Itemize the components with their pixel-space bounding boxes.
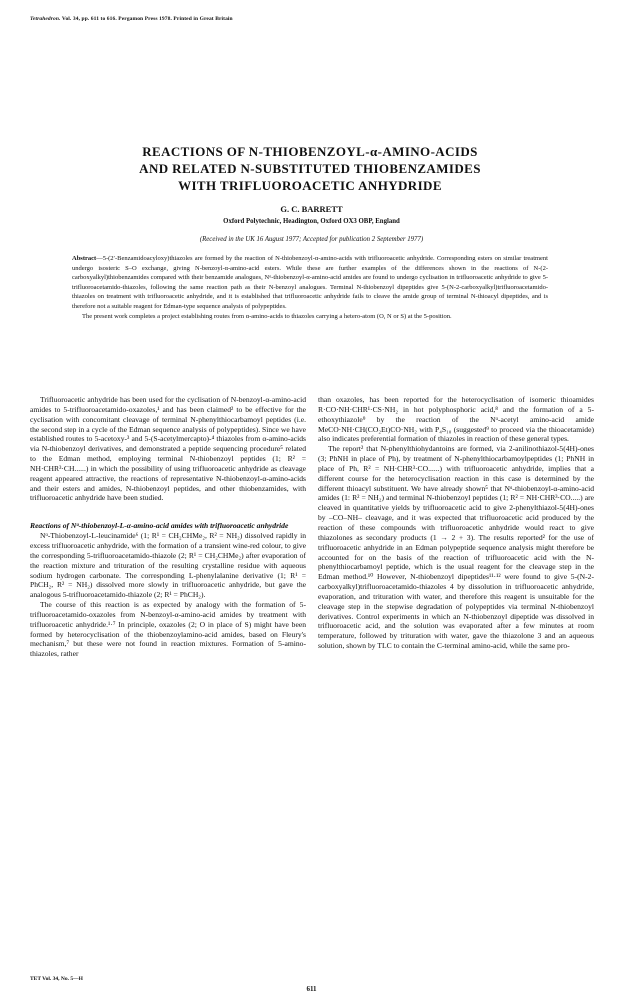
journal-name: Tetrahedron. — [30, 16, 61, 22]
abstract-paragraph-2: The present work completes a project establishing routes from α-amino-acids to thiazoles carrying a hetero-atom (O, N or S) at the 5-position. — [82, 312, 452, 320]
title-line-1: REACTIONS OF N-THIOBENZOYL-α-AMINO-ACIDS — [142, 144, 478, 159]
running-header — [30, 16, 233, 22]
abstract-paragraph-1: Abstract—5-(2′-Benzamidoacyloxy)thiazoles are formed by the reaction of N-thiobenzoyl-α-amino-acids with trifluoroacetic anhydride. Corresponding esters on similar treatment undergo isosteric S–O exchange, giving N-benzoyl-α-amino-acid esters. While these are further examples of the differences shown in the reactions of N-(2-carboxyalkyl)thiobenzamides compared with their benzamide analogues, Nᵅ-thiobenzoyl-α-amino-acid amides are found to undergo cyclisation in trifluoroacetic anhydride to give 5-trifluoroacetamido-thiazoles, following the same reaction path as their N-benzoyl analogues. Terminal N-thiobenzoyl dipeptides give 5-(N-2-carboxyalkyl)trifluoroacetamido-thiazoles on treatment with trifluoroacetic anhydride, and it is established that trifluoroacetic anhydride fails to cleave the amide group of terminal N-thioacyl dipeptides, and is therefore not a suitable reagent for Edman-type sequence analysis of polypeptides. — [72, 255, 548, 310]
body-column-right — [318, 395, 594, 651]
article-title — [60, 143, 560, 194]
body-paragraph: Trifluoroacetic anhydride has been used for the cyclisation of N-benzoyl-α-amino-acid amides to 5-trifluoroacetamido-oxazoles,¹ and has been claimed² to be effective for the cyclisation with concomitant cleavage of terminal N-phenylthiocarbamoyl peptides (i.e. the second step in a cycle of the Edman sequence analysis of polypeptides). Since we have established routes to 5-acetoxy-³ and 5-(S-acetylmercapto)-⁴ thiazoles from α-amino-acids via N-thiobenzoyl derivatives, and demonstrated a peptide sequencing procedure⁵ related to the Edman method, employing terminal N-thiobenzoyl peptides (1; R² = NH·CHR³·CH......) in which the possibility of using trifluoroacetic anhydride as cleavage reagent appeared attractive, the reactions of representative N-thiobenzoyl-α-amino-acids and their esters and amides, N-thiobenzoyl peptides, and other thiobenzamides, with trifluoroacetic anhydride have been studied. — [30, 395, 306, 503]
author: G. C. BARRETT — [280, 204, 343, 214]
title-line-3: WITH TRIFLUOROACETIC ANHYDRIDE — [178, 178, 442, 193]
journal-citation: Vol. 34, pp. 611 to 616. Pergamon Press 1978. Printed in Great Britain — [61, 16, 233, 22]
section-heading: Reactions of Nᵅ-thiobenzoyl-L-α-amino-acid amides with trifluoroacetic anhydride — [30, 521, 289, 531]
body-paragraph: Nᵅ-Thiobenzoyl-L-leucinamide⁶ (1; R¹ = CH₂CHMe₂, R² = NH₂) dissolved rapidly in excess trifluoroacetic anhydride, with the formation of a transient wine-red colour, to give the corresponding 5-trifluoroacetamido-thiazole (2; R¹ = CH₂CHMe₂) after evaporation of the reaction mixture and trituration of the resulting crystalline residue with aqueous sodium hydrogen carbonate. The corresponding L-phenylalanine derivative (1; R¹ = PhCH₂, R² = NH₂) dissolved more slowly in trifluoroacetic anhydride, but gave the analogous 5-trifluoroacetamido-thiazole (2; R¹ = PhCH₂). — [30, 531, 306, 600]
abstract — [72, 254, 548, 321]
page-number: 611 — [306, 985, 317, 993]
title-line-2: AND RELATED N-SUBSTITUTED THIOBENZAMIDES — [139, 161, 481, 176]
affiliation: Oxford Polytechnic, Headington, Oxford OX3 OBP, England — [223, 218, 400, 225]
body-paragraph: than oxazoles, has been reported for the heterocyclisation of isomeric thioamides R·CO·NH·CHR¹·CS·NH₂ in hot polyphosphoric acid,⁸ and the formation of a 5-ethoxythiazole⁹ by the reaction of the Nᵅ-acetyl amino-acid amide MeCO·NH·CH(CO₂Et)CO·NH₂ with P₄S₁₀ (suggested⁹ to proceed via the thioacetamide) also indicates preferential formation of thiazoles in reaction of these general types. — [318, 395, 594, 444]
received-date: (Received in the UK 16 August 1977; Accepted for publication 2 September 1977) — [199, 236, 424, 243]
page-footer: TET Vol. 34, No. 5—H — [30, 976, 83, 982]
body-column-left — [30, 395, 306, 659]
body-paragraph: The course of this reaction is as expected by analogy with the formation of 5-trifluoroacetamido-oxazoles from N-benzoyl-α-amino-acid amides by treatment with trifluoroacetic anhydride.¹·⁷ In principle, oxazoles (2; O in place of S) might have been formed by heterocyclisation of the thiobenzoylamino-acid amides, based on Fleury's mechanism,⁷ but these were not found in reaction mixtures. Formation of 5-amino-thiazoles, rather — [30, 600, 306, 659]
body-paragraph: The report² that N-phenylthiohydantoins are formed, via 2-anilinothiazol-5(4H)-ones (3; PhNH in place of Ph), by treatment of N-phenylthiocarbamoylpeptides (1; PhNH in place of Ph, R² = NH·CHR³·CO......) with trifluoroacetic anhydride, implies that a different course for the heterocyclisation reaction in this case is determined by the different thioacyl substituent. We have already shown⁵ that Nᵅ-thiobenzoyl-α-amino-acid amides (1: R² = NH₂) and terminal N-thiobenzoyl peptides (1; R² = NH·CHR³·CO.....) are cleaved in quantitative yields by trifluoroacetic acid to give 2-phenylthiazol-5(4H)-ones by –CO–NH– cleavage, and it was expected that trifluoroacetic acid produced by the reaction of these compounds with trifluoroacetic anhydride would react to give thiazolones as secondary products (1 → 2 + 3). The results reported² for the use of trifluoroacetic anhydride in an Edman polypeptide sequence analysis might therefore be accounted for on the basis of the reaction of trifluoroacetic acid with the N-phenylthiocarbamoyl peptide, which is the usual reagent for the cleavage step in the Edman method.¹⁰ However, N-thiobenzoyl dipeptides¹¹·¹² were found to give 5-(N-2-carboxyalkyl)trifluoroacetamido-thiazoles 4 by dissolution in trifluoroacetic anhydride, evaporation, and trituration with water, and therefore this reagent is unsuitable for the cleavage step in the stepwise degradation of polypeptides via terminal N-thiobenzoyl derivatives. Control experiments in which an N-thiobenzoyl dipeptide was dissolved in trifluoroacetic acid, and the solution was evaporated after a few minutes at room temperature, followed by trituration with water, gave the thiazolone 3 and an aqueous solution, shown by TLC to contain the C-terminal amino-acid, while the same pro- — [318, 444, 594, 651]
abstract-label: Abstract — [72, 255, 97, 262]
